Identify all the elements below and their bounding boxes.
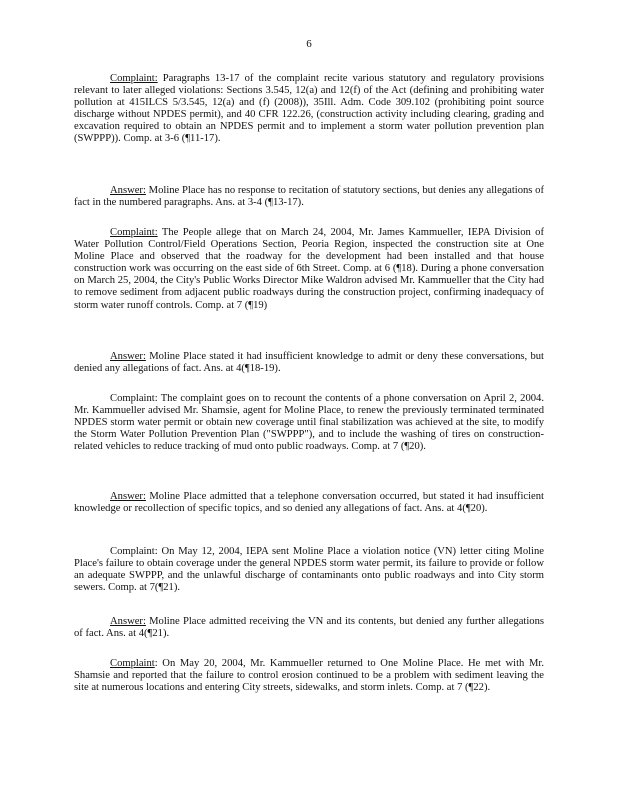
paragraph-answer-21 <box>74 616 544 640</box>
paragraph-text: Moline Place admitted receiving the VN and its contents, but denied any further allegations of fact. Ans. at 4(¶21). <box>74 616 544 640</box>
paragraph-complaint-21 <box>74 546 544 594</box>
paragraph-complaint-20 <box>74 393 544 453</box>
paragraph-complaint-18-19 <box>74 227 544 312</box>
paragraph-label: Complaint: <box>110 227 158 238</box>
paragraph-answer-13-17 <box>74 185 544 209</box>
paragraph-text: Moline Place stated it had insufficient knowledge to admit or deny these conversations, but denied any allegations of fact. Ans. at 4(¶18-19). <box>74 351 544 375</box>
paragraph-label: Complaint: <box>110 73 158 84</box>
paragraph-answer-20 <box>74 491 544 515</box>
paragraph-label: Answer: <box>110 616 146 627</box>
paragraph-label: Answer: <box>110 185 146 196</box>
paragraph-text: The People allege that on March 24, 2004, Mr. James Kammueller, IEPA Division of Water Pollution Control/Field Operations Section, Peoria Region, inspected the construction site at One Moline Place and observed that the roadway for the development had been installed and that house construction work was occurring on the east side of 6th Street. Comp. at 6 (¶18). During a phone conversation on March 25, 2004, the City's Public Works Director Mike Waldron advised Mr. Kammueller that the City had to remove sediment from adjacent public roadways during the construction project, confirming inadequacy of storm water runoff controls. Comp. at 7 (¶19) <box>74 227 544 311</box>
paragraph-text: Moline Place admitted that a telephone conversation occurred, but stated it had insufficient knowledge or recollection of specific topics, and so denied any allegations of fact. Ans. at 4(¶20). <box>74 491 544 515</box>
paragraph-answer-18-19 <box>74 351 544 375</box>
paragraph-text: Moline Place has no response to recitation of statutory sections, but denies any allegations of fact in the numbered paragraphs. Ans. at 3-4 (¶13-17). <box>74 185 544 209</box>
paragraph-text: Complaint: The complaint goes on to recount the contents of a phone conversation on April 2, 2004. Mr. Kammueller advised Mr. Shamsie, agent for Moline Place, to renew the previously terminated terminated NPDES storm water permit or obtain new coverage until final stabilization was achieved at the site, to modify the Storm Water Pollution Prevention Plan ("SWPPP"), and to include the washing of tires on construction-related vehicles to reduce tracking of mud onto public roadways. Comp. at 7 (¶20). <box>74 393 544 453</box>
paragraph-complaint-22 <box>74 658 544 694</box>
paragraph-text: : On May 20, 2004, Mr. Kammueller returned to One Moline Place. He met with Mr. Shamsie and reported that the failure to control erosion continued to be a problem with sediment leaving the site at numerous locations and entering City streets, sidewalks, and storm inlets. Comp. at 7 (¶22). <box>74 658 544 694</box>
page-number: 6 <box>306 38 312 50</box>
paragraph-label: Answer: <box>110 351 146 362</box>
paragraph-label: Answer: <box>110 491 146 502</box>
paragraph-label: Complaint <box>110 658 155 669</box>
paragraph-text: Complaint: On May 12, 2004, IEPA sent Moline Place a violation notice (VN) letter citing Moline Place's failure to obtain coverage under the general NPDES storm water permit, its failure to provide or follow an adequate SWPPP, and the unlawful discharge of contaminants onto public roadways and into City storm sewers. Comp. at 7(¶21). <box>74 546 544 594</box>
paragraph-complaint-13-17 <box>74 73 544 146</box>
paragraph-text: Paragraphs 13-17 of the complaint recite various statutory and regulatory provisions relevant to later alleged violations: Sections 3.545, 12(a) and 12(f) of the Act (defining and prohibiting water pollution at 415ILCS 5/3.545, 12(a) and (f) (2008)), 35Ill. Adm. Code 309.102 (prohibiting point source discharge without NPDES permit), and 40 CFR 122.26, (construction activity including clearing, grading and excavation required to obtain an NPDES permit and to implement a storm water pollution prevention plan (SWPPP)). Comp. at 3-6 (¶11-17). <box>74 73 544 145</box>
